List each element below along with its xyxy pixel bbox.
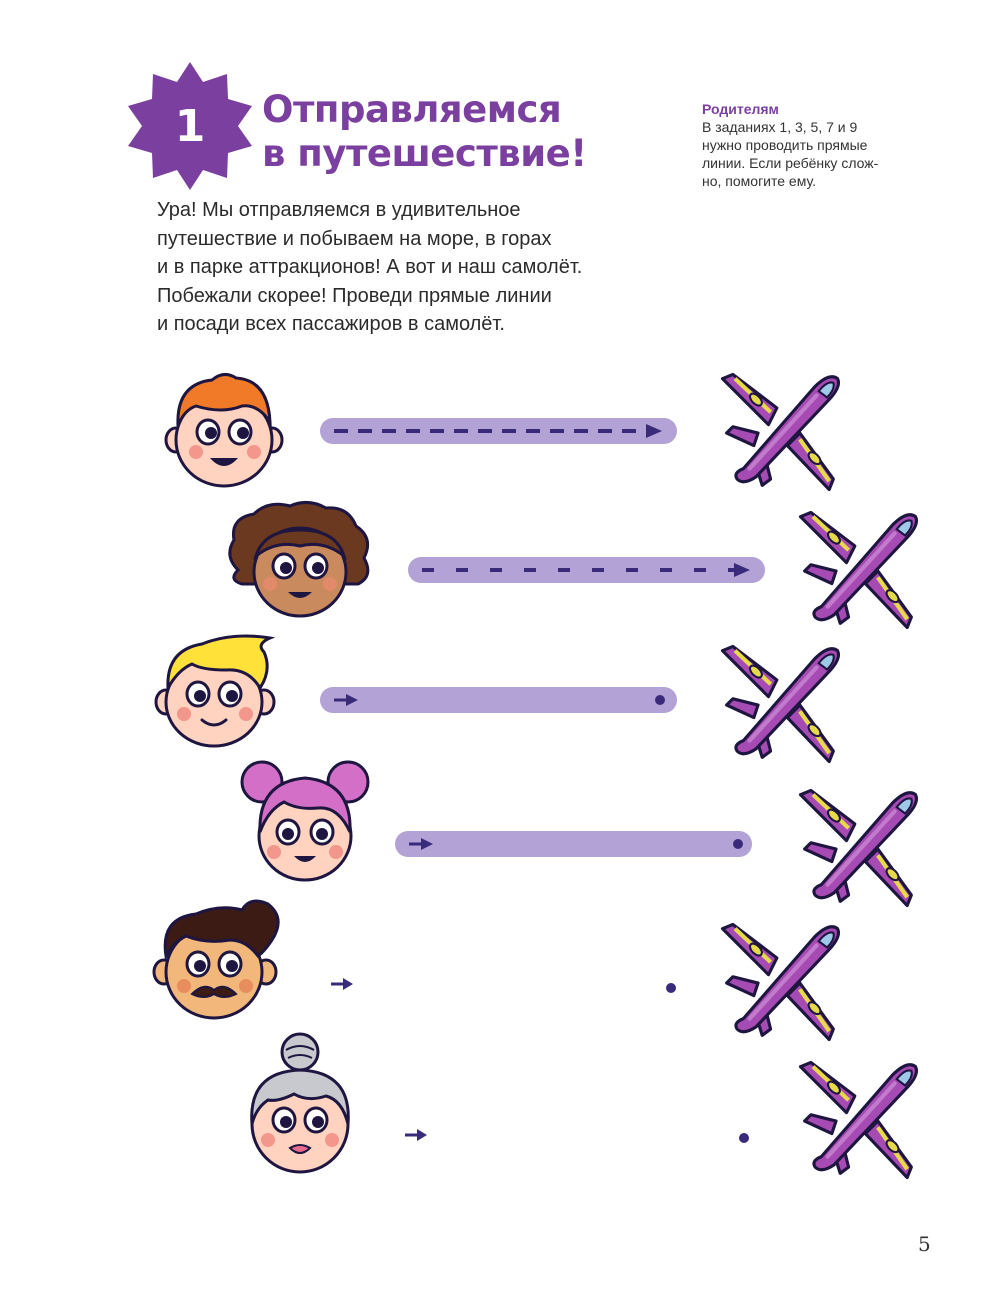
parents-note-line: нужно проводить прямые bbox=[702, 137, 868, 153]
parents-note-line: линии. Если ребёнку слож- bbox=[702, 155, 879, 171]
task-number: 1 bbox=[174, 100, 206, 152]
task-number-badge bbox=[124, 60, 256, 192]
girl-pink-buns-icon bbox=[238, 752, 372, 886]
airplane-icon bbox=[712, 914, 848, 1050]
airplane-icon bbox=[790, 780, 926, 916]
end-dot[interactable] bbox=[665, 979, 677, 991]
start-arrow-icon bbox=[404, 1127, 430, 1143]
page-title bbox=[262, 88, 587, 176]
intro-line: путешествие и побываем на море, в горах bbox=[157, 227, 552, 250]
dashed-guide-line bbox=[320, 418, 677, 444]
grandma-gray-hair-icon bbox=[238, 1032, 362, 1178]
dashed-guide-line bbox=[408, 557, 765, 583]
airplane-icon bbox=[712, 364, 848, 500]
intro-line: Побежали скорее! Проведи прямые линии bbox=[157, 284, 552, 307]
parents-note-title: Родителям bbox=[702, 101, 779, 117]
title-line-1: Отправляемся bbox=[262, 88, 562, 131]
trace-track[interactable] bbox=[395, 831, 752, 857]
airplane-icon bbox=[790, 502, 926, 638]
parents-note-text bbox=[702, 118, 942, 190]
title-line-2: в путешествие! bbox=[262, 132, 587, 175]
intro-text bbox=[157, 196, 717, 339]
parents-note-line: но, помогите ему. bbox=[702, 173, 816, 189]
intro-line: Ура! Мы отправляемся в удивительное bbox=[157, 199, 521, 221]
airplane-icon bbox=[712, 636, 848, 772]
trace-track[interactable] bbox=[320, 687, 677, 713]
page-number: 5 bbox=[918, 1232, 931, 1256]
boy-orange-hair-icon bbox=[162, 370, 286, 494]
parents-note-line: В заданиях 1, 3, 5, 7 и 9 bbox=[702, 119, 858, 135]
intro-line: и в парке аттракционов! А вот и наш самолёт. bbox=[157, 256, 583, 278]
end-dot[interactable] bbox=[738, 1129, 750, 1141]
airplane-icon bbox=[790, 1052, 926, 1188]
boy-blond-hair-icon bbox=[152, 630, 280, 754]
parents-note bbox=[702, 100, 942, 190]
girl-curly-hair-icon bbox=[224, 500, 376, 624]
trace-track[interactable] bbox=[408, 557, 765, 583]
intro-line: и посади всех пассажиров в самолёт. bbox=[157, 313, 505, 335]
trace-track[interactable] bbox=[320, 418, 677, 444]
start-end-markers bbox=[320, 687, 677, 713]
man-mustache-icon bbox=[150, 896, 286, 1024]
start-arrow-icon bbox=[330, 976, 356, 992]
start-end-markers bbox=[395, 831, 752, 857]
